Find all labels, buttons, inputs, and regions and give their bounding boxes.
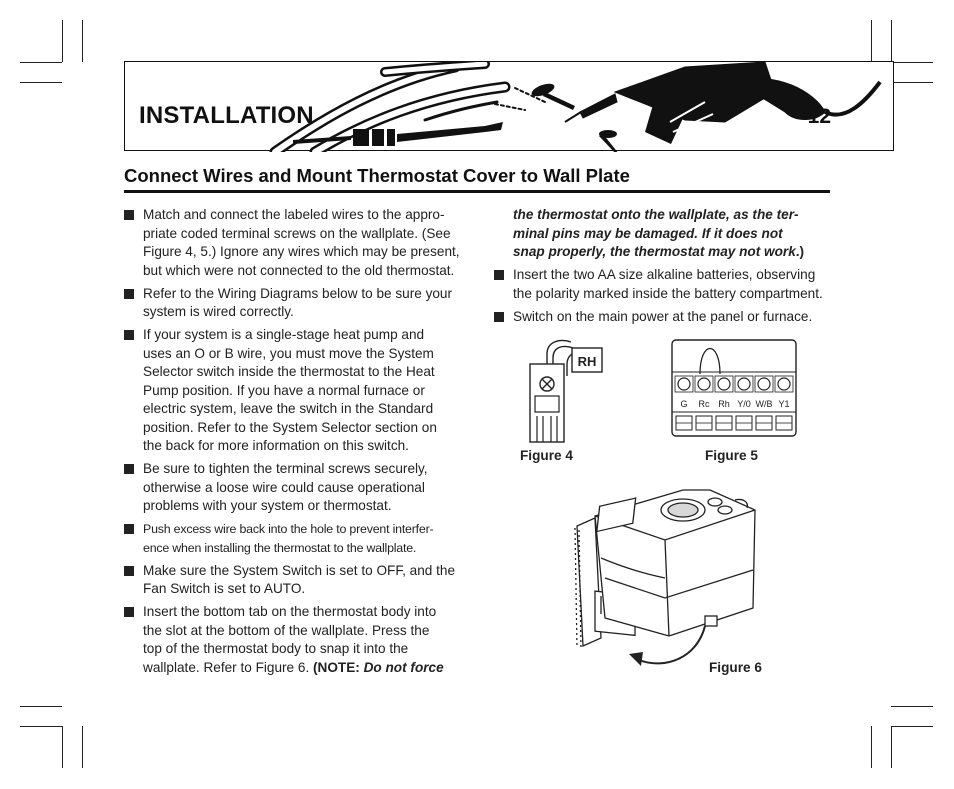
list-item: Match and connect the labeled wires to the appro- priate coded terminal screws on the wallplate. (See Figure 4, 5.) Ignore any wires which may be present, but which were not connected to the old thermostat. — [124, 206, 469, 280]
crop-mark — [20, 726, 62, 727]
note-close: .) — [795, 244, 805, 259]
list-item: If your system is a single-stage heat pump and uses an O or B wire, you must move the System Selector switch inside the thermostat to the Heat Pump position. If you have a normal furnace or electric system, leave the switch in the Standard position. Refer to the System Selector section on the back for more information on this switch. — [124, 326, 469, 456]
section-title: Connect Wires and Mount Thermostat Cover to Wall Plate — [124, 165, 630, 186]
crop-mark — [871, 726, 872, 768]
note-continuation — [513, 206, 843, 262]
terminal-screw — [718, 378, 730, 390]
crop-mark — [891, 726, 933, 727]
crop-mark — [891, 20, 892, 62]
bullet-icon — [124, 210, 134, 220]
terminal-screw — [678, 378, 690, 390]
crop-mark — [871, 20, 872, 62]
terminal-label: W/B — [755, 399, 773, 409]
crop-mark — [891, 62, 933, 63]
bullet-icon — [494, 270, 504, 280]
terminal-screw — [758, 378, 770, 390]
crop-mark — [82, 726, 83, 768]
list-item: Switch on the main power at the panel or furnace. — [494, 308, 839, 327]
header-band — [124, 61, 894, 151]
terminal-label: Y/0 — [737, 399, 751, 409]
terminal-label: Y1 — [778, 399, 790, 409]
terminal-label: Rh — [718, 399, 730, 409]
terminal-label: G — [680, 399, 688, 409]
bullet-icon — [124, 524, 134, 534]
figure-5-terminal-block — [670, 338, 800, 438]
list-item: Push excess wire back into the hole to prevent interfer- ence when installing the thermostat to the wallplate. — [124, 520, 469, 557]
bullet-icon — [124, 607, 134, 617]
thermostat-body — [595, 490, 755, 636]
page-number: 12 — [807, 105, 831, 128]
bullet-icon — [124, 464, 134, 474]
figure-4-terminal — [525, 334, 615, 444]
note-text: the thermostat onto the wallplate, as the ter- minal pins may be damaged. If it does not snap properly, the thermostat may not work — [513, 207, 799, 259]
bullet-icon — [494, 312, 504, 322]
figure-6-caption: Figure 6 — [709, 660, 762, 675]
crop-mark — [20, 706, 62, 707]
crop-mark — [20, 82, 62, 83]
list-item: Be sure to tighten the terminal screws securely, otherwise a loose wire could cause operational problems with your system or thermostat. — [124, 460, 469, 516]
note-text-start: Do not force — [363, 659, 444, 675]
bullet-icon — [124, 289, 134, 299]
figure-4-caption: Figure 4 — [520, 448, 573, 463]
note-label: (NOTE: — [309, 659, 364, 675]
rh-label: RH — [577, 354, 597, 369]
crop-mark — [891, 82, 933, 83]
bullet-icon — [124, 566, 134, 576]
crop-mark — [891, 706, 933, 707]
terminal-screw — [738, 378, 750, 390]
crop-mark — [82, 20, 83, 62]
terminal-label: Rc — [698, 399, 710, 409]
list-item: Refer to the Wiring Diagrams below to be sure your system is wired correctly. — [124, 285, 469, 322]
list-item: Make sure the System Switch is set to OFF, and the Fan Switch is set to AUTO. — [124, 562, 469, 599]
figure-6-thermostat — [565, 488, 765, 683]
figure-5-caption: Figure 5 — [705, 448, 758, 463]
crop-mark — [891, 726, 892, 768]
crop-mark — [62, 726, 63, 768]
terminal-screw — [698, 378, 710, 390]
terminal-screw — [778, 378, 790, 390]
page-title: INSTALLATION — [139, 102, 314, 129]
right-instructions — [494, 266, 839, 331]
bullet-icon — [124, 330, 134, 340]
crop-mark — [62, 20, 63, 62]
section-divider — [124, 190, 830, 193]
list-item: Insert the two AA size alkaline batteries, observing the polarity marked inside the battery compartment. — [494, 266, 839, 303]
drill-icon — [565, 62, 880, 122]
crop-mark — [20, 62, 62, 63]
left-instructions — [124, 206, 469, 682]
list-item: Insert the bottom tab on the thermostat body into the slot at the bottom of the wallplate. Press the top of the thermostat body to snap it into the wallplate. Refer to Figure 6. (NOTE: Do not force — [124, 603, 469, 677]
